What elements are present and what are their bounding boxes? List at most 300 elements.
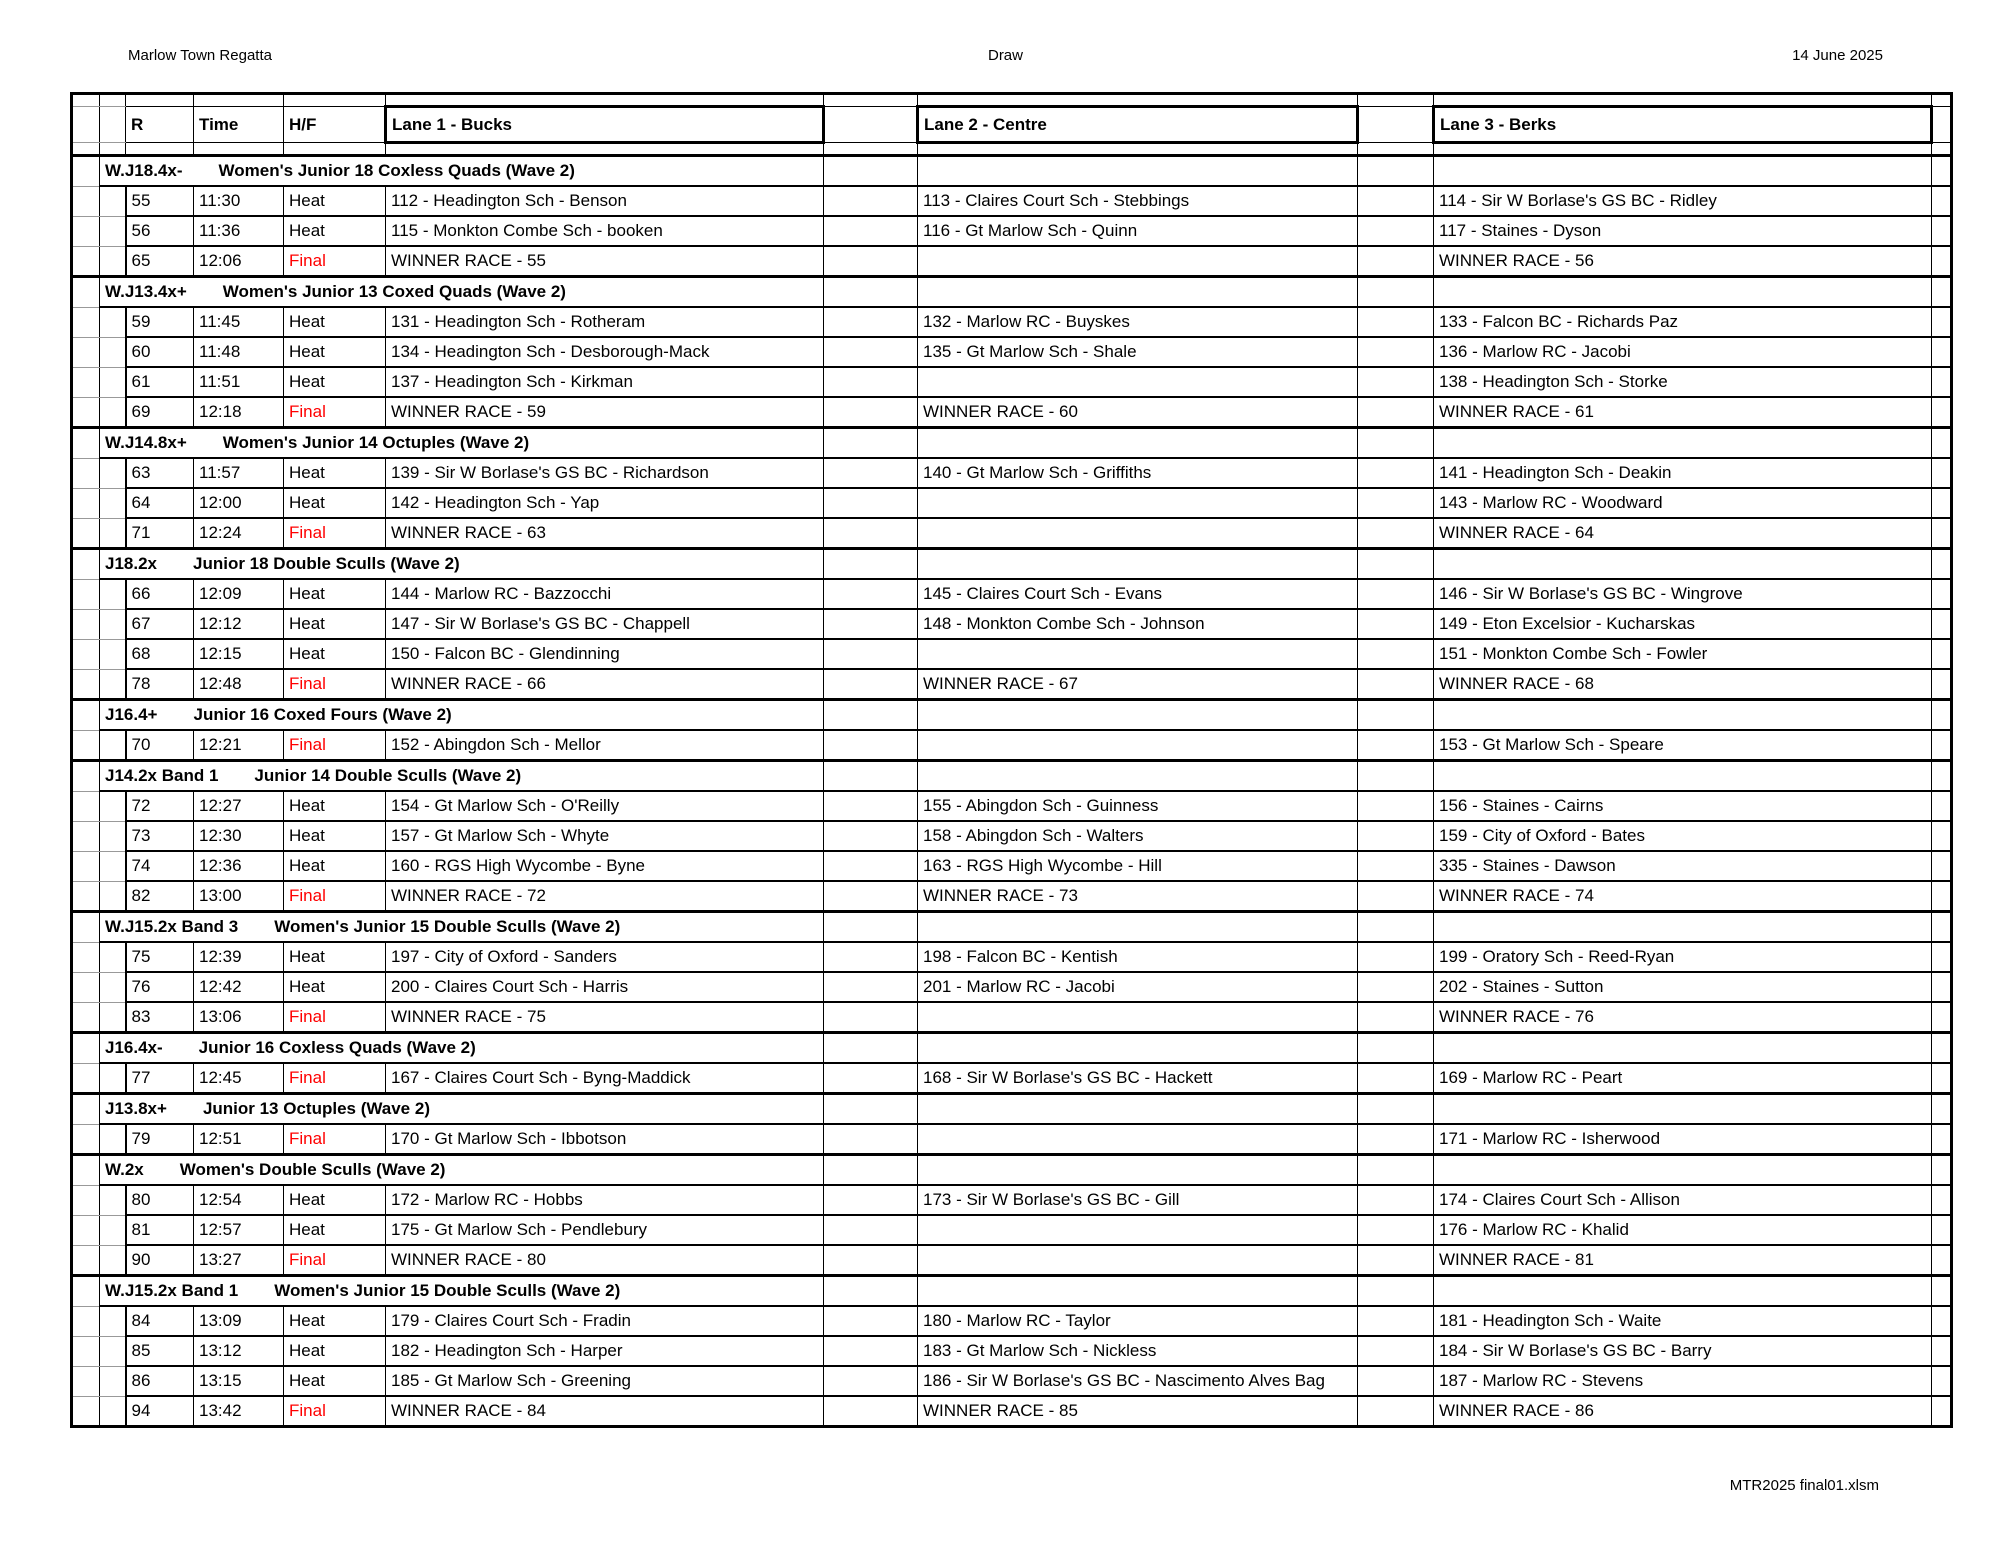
gutter-cell — [72, 1306, 100, 1336]
spacer-cell — [1358, 1276, 1434, 1307]
lane1-cell: WINNER RACE - 66 — [386, 669, 824, 700]
event-title: Women's Junior 15 Double Sculls (Wave 2) — [274, 917, 621, 936]
spacer-cell — [1358, 1366, 1434, 1396]
lane2-empty-cell — [918, 761, 1358, 792]
spacer-cell — [824, 730, 918, 761]
time-cell: 11:48 — [194, 337, 284, 367]
gutter-cell — [100, 397, 126, 428]
edge-cell — [1932, 700, 1952, 731]
lane3-cell: WINNER RACE - 64 — [1434, 518, 1932, 549]
heat-final-cell: Heat — [284, 1336, 386, 1366]
time-cell: 12:39 — [194, 942, 284, 972]
gutter-cell — [72, 156, 100, 187]
spacer-cell — [1358, 1306, 1434, 1336]
spacer-cell — [824, 1306, 918, 1336]
race-number-cell: 68 — [126, 639, 194, 669]
heat-final-cell: Heat — [284, 337, 386, 367]
spacer-cell — [1358, 143, 1434, 156]
spacer-cell — [824, 1215, 918, 1245]
lane1-cell: 152 - Abingdon Sch - Mellor — [386, 730, 824, 761]
section-title-cell — [100, 1033, 824, 1064]
lane2-empty-cell — [918, 428, 1358, 459]
lane2-header: Lane 2 - Centre — [918, 107, 1358, 143]
section-title-cell — [100, 1155, 824, 1186]
lane3-cell: 156 - Staines - Cairns — [1434, 791, 1932, 821]
time-cell: 12:48 — [194, 669, 284, 700]
race-number-cell: 65 — [126, 246, 194, 277]
gutter-cell — [72, 579, 100, 609]
lane3-empty-cell — [1434, 700, 1932, 731]
spacer-cell — [824, 1396, 918, 1427]
gutter-cell — [72, 488, 100, 518]
lane1-cell: 142 - Headington Sch - Yap — [386, 488, 824, 518]
lane2-empty-cell — [918, 700, 1358, 731]
race-number-cell: 69 — [126, 397, 194, 428]
spacer-row — [72, 94, 1952, 107]
gutter-cell — [72, 700, 100, 731]
time-cell: 12:21 — [194, 730, 284, 761]
time-cell: 13:06 — [194, 1002, 284, 1033]
event-title: Junior 13 Octuples (Wave 2) — [202, 1099, 430, 1118]
spacer-cell — [918, 143, 1358, 156]
time-cell: 12:27 — [194, 791, 284, 821]
edge-cell — [1932, 579, 1952, 609]
lane1-cell: 134 - Headington Sch - Desborough-Mack — [386, 337, 824, 367]
lane2-empty-cell — [918, 1276, 1358, 1307]
time-cell: 12:51 — [194, 1124, 284, 1155]
lane3-cell: 202 - Staines - Sutton — [1434, 972, 1932, 1002]
race-number-cell: 86 — [126, 1366, 194, 1396]
lane1-cell: 160 - RGS High Wycombe - Byne — [386, 851, 824, 881]
lane2-empty-cell — [918, 549, 1358, 580]
gutter-cell — [72, 639, 100, 669]
lane3-empty-cell — [1434, 156, 1932, 187]
gutter-cell — [100, 669, 126, 700]
edge-cell — [1932, 639, 1952, 669]
gutter-cell — [100, 367, 126, 397]
lane1-cell: 197 - City of Oxford - Sanders — [386, 942, 824, 972]
lane3-cell: WINNER RACE - 76 — [1434, 1002, 1932, 1033]
spacer-cell — [824, 458, 918, 488]
lane1-cell: 167 - Claires Court Sch - Byng-Maddick — [386, 1063, 824, 1094]
gutter-cell — [100, 1306, 126, 1336]
lane2-cell: 158 - Abingdon Sch - Walters — [918, 821, 1358, 851]
gutter-cell — [72, 1276, 100, 1307]
spacer-cell — [824, 428, 918, 459]
spacer-cell — [1358, 972, 1434, 1002]
lane2-cell: 173 - Sir W Borlase's GS BC - Gill — [918, 1185, 1358, 1215]
lane3-cell: 153 - Gt Marlow Sch - Speare — [1434, 730, 1932, 761]
spacer-cell — [824, 851, 918, 881]
heat-final-cell: Heat — [284, 821, 386, 851]
event-code: J16.4+ — [105, 705, 158, 724]
edge-cell — [1932, 246, 1952, 277]
time-cell: 12:42 — [194, 972, 284, 1002]
spacer-cell — [824, 579, 918, 609]
lane1-cell: WINNER RACE - 59 — [386, 397, 824, 428]
lane2-empty-cell — [918, 277, 1358, 308]
gutter-cell — [72, 851, 100, 881]
race-row — [72, 216, 1952, 246]
spacer-row — [72, 143, 1952, 156]
spacer-cell — [1358, 1396, 1434, 1427]
race-row — [72, 881, 1952, 912]
race-number-cell: 73 — [126, 821, 194, 851]
edge-cell — [1932, 1063, 1952, 1094]
gutter-cell — [100, 851, 126, 881]
edge-cell — [1932, 428, 1952, 459]
section-header-row — [72, 700, 1952, 731]
edge-cell — [1932, 1366, 1952, 1396]
spacer-cell — [824, 1002, 918, 1033]
race-number-cell: 76 — [126, 972, 194, 1002]
race-number-cell: 55 — [126, 186, 194, 216]
gutter-cell — [72, 791, 100, 821]
spacer-cell — [1434, 94, 1932, 107]
lane1-cell: 131 - Headington Sch - Rotheram — [386, 307, 824, 337]
edge-cell — [1932, 791, 1952, 821]
race-row — [72, 246, 1952, 277]
edge-cell — [1932, 307, 1952, 337]
spacer-cell — [1358, 1336, 1434, 1366]
race-number-cell: 64 — [126, 488, 194, 518]
race-row — [72, 1306, 1952, 1336]
heat-final-cell: Heat — [284, 1366, 386, 1396]
edge-cell — [1932, 942, 1952, 972]
event-title: Junior 18 Double Sculls (Wave 2) — [193, 554, 460, 573]
lane3-empty-cell — [1434, 1155, 1932, 1186]
edge-cell — [1932, 1033, 1952, 1064]
lane2-cell — [918, 488, 1358, 518]
section-header-row — [72, 277, 1952, 308]
gutter-cell — [100, 730, 126, 761]
event-code: W.2x — [105, 1160, 144, 1179]
gutter-cell — [100, 881, 126, 912]
spacer-cell — [824, 1094, 918, 1125]
spacer-cell — [1358, 428, 1434, 459]
section-title-cell — [100, 912, 824, 943]
lane3-cell: WINNER RACE - 86 — [1434, 1396, 1932, 1427]
spacer-cell — [918, 94, 1358, 107]
gutter-cell — [72, 1002, 100, 1033]
time-cell: 11:36 — [194, 216, 284, 246]
section-header-row — [72, 912, 1952, 943]
gutter-cell — [100, 216, 126, 246]
heat-final-cell: Heat — [284, 851, 386, 881]
gutter-cell — [72, 277, 100, 308]
spacer-cell — [1358, 1155, 1434, 1186]
heat-final-cell: Heat — [284, 1185, 386, 1215]
page-title-draw: Draw — [987, 47, 1023, 64]
gutter-cell — [100, 1215, 126, 1245]
lane3-cell: 174 - Claires Court Sch - Allison — [1434, 1185, 1932, 1215]
gutter-cell — [72, 518, 100, 549]
heat-final-cell: Heat — [284, 579, 386, 609]
gutter-cell — [100, 518, 126, 549]
section-header-row — [72, 428, 1952, 459]
time-cell: 12:30 — [194, 821, 284, 851]
gutter-cell — [100, 972, 126, 1002]
spacer-cell — [1358, 1094, 1434, 1125]
edge-cell — [1932, 609, 1952, 639]
edge-cell — [1932, 912, 1952, 943]
spacer-cell — [824, 397, 918, 428]
gutter-cell — [72, 107, 100, 143]
lane3-cell: 176 - Marlow RC - Khalid — [1434, 1215, 1932, 1245]
heat-final-cell: Heat — [284, 1306, 386, 1336]
spacer-cell — [824, 518, 918, 549]
race-row — [72, 821, 1952, 851]
spacer-cell — [1358, 549, 1434, 580]
heat-final-cell: Final — [284, 246, 386, 277]
heat-final-cell: Final — [284, 1002, 386, 1033]
gutter-cell — [72, 669, 100, 700]
spacer-cell — [1358, 518, 1434, 549]
time-cell: 12:24 — [194, 518, 284, 549]
lane1-header: Lane 1 - Bucks — [386, 107, 824, 143]
section-header-row — [72, 156, 1952, 187]
lane2-cell: 145 - Claires Court Sch - Evans — [918, 579, 1358, 609]
lane2-empty-cell — [918, 912, 1358, 943]
race-row — [72, 972, 1952, 1002]
heat-final-cell: Final — [284, 1063, 386, 1094]
gutter-cell — [72, 1396, 100, 1427]
race-row — [72, 609, 1952, 639]
section-header-row — [72, 1094, 1952, 1125]
lane3-empty-cell — [1434, 912, 1932, 943]
spacer-cell — [824, 791, 918, 821]
lane1-cell: 150 - Falcon BC - Glendinning — [386, 639, 824, 669]
heat-final-cell: Final — [284, 1124, 386, 1155]
race-number-cell: 74 — [126, 851, 194, 881]
race-row — [72, 669, 1952, 700]
edge-cell — [1932, 730, 1952, 761]
gutter-cell — [100, 107, 126, 143]
time-cell: 13:00 — [194, 881, 284, 912]
spacer-cell — [824, 821, 918, 851]
time-cell: 12:57 — [194, 1215, 284, 1245]
race-number-cell: 75 — [126, 942, 194, 972]
heat-final-cell: Heat — [284, 639, 386, 669]
spacer-cell — [284, 94, 386, 107]
race-row — [72, 397, 1952, 428]
spacer-cell — [1932, 143, 1952, 156]
lane3-empty-cell — [1434, 428, 1932, 459]
section-header-row — [72, 549, 1952, 580]
event-code: J16.4x- — [105, 1038, 163, 1057]
lane2-cell: WINNER RACE - 73 — [918, 881, 1358, 912]
event-title: Women's Junior 15 Double Sculls (Wave 2) — [274, 1281, 621, 1300]
spacer-cell — [824, 912, 918, 943]
lane2-cell: 183 - Gt Marlow Sch - Nickless — [918, 1336, 1358, 1366]
spacer-cell — [1358, 669, 1434, 700]
lane1-cell: 175 - Gt Marlow Sch - Pendlebury — [386, 1215, 824, 1245]
heat-final-cell: Heat — [284, 186, 386, 216]
spacer-cell — [1358, 488, 1434, 518]
edge-cell — [1932, 851, 1952, 881]
section-title-cell — [100, 700, 824, 731]
race-number-cell: 83 — [126, 1002, 194, 1033]
spacer-cell — [824, 367, 918, 397]
gutter-cell — [100, 1245, 126, 1276]
edge-cell — [1932, 367, 1952, 397]
lane3-cell: 117 - Staines - Dyson — [1434, 216, 1932, 246]
regatta-title: Marlow Town Regatta — [128, 47, 272, 64]
lane3-empty-cell — [1434, 761, 1932, 792]
lane3-cell: 114 - Sir W Borlase's GS BC - Ridley — [1434, 186, 1932, 216]
spacer-cell — [284, 143, 386, 156]
spacer-cell — [824, 1245, 918, 1276]
gutter-cell — [72, 730, 100, 761]
edge-cell — [1932, 107, 1952, 143]
race-number-cell: 56 — [126, 216, 194, 246]
race-row — [72, 1124, 1952, 1155]
race-row — [72, 1002, 1952, 1033]
gutter-cell — [72, 1245, 100, 1276]
event-title: Women's Junior 13 Coxed Quads (Wave 2) — [222, 282, 566, 301]
spacer-cell — [824, 1124, 918, 1155]
edge-cell — [1932, 1215, 1952, 1245]
heat-final-cell: Heat — [284, 1215, 386, 1245]
edge-cell — [1932, 761, 1952, 792]
gutter-cell — [100, 186, 126, 216]
event-code: W.J18.4x- — [105, 161, 183, 180]
spacer-cell — [1358, 1124, 1434, 1155]
lane1-cell: WINNER RACE - 84 — [386, 1396, 824, 1427]
edge-cell — [1932, 1185, 1952, 1215]
heat-final-cell: Heat — [284, 367, 386, 397]
draw-table — [70, 92, 1953, 1428]
spacer-cell — [824, 143, 918, 156]
spacer-cell — [72, 143, 100, 156]
gutter-cell — [100, 579, 126, 609]
heat-final-cell: Heat — [284, 791, 386, 821]
gutter-cell — [100, 639, 126, 669]
lane3-cell: 199 - Oratory Sch - Reed-Ryan — [1434, 942, 1932, 972]
lane1-cell: 172 - Marlow RC - Hobbs — [386, 1185, 824, 1215]
race-row — [72, 1215, 1952, 1245]
lane1-cell: 115 - Monkton Combe Sch - booken — [386, 216, 824, 246]
gutter-cell — [72, 761, 100, 792]
lane2-cell: 163 - RGS High Wycombe - Hill — [918, 851, 1358, 881]
lane3-empty-cell — [1434, 277, 1932, 308]
gutter-cell — [100, 1002, 126, 1033]
gutter-cell — [72, 1094, 100, 1125]
column-header-row — [72, 107, 1952, 143]
spacer-cell — [126, 143, 194, 156]
lane3-empty-cell — [1434, 1094, 1932, 1125]
gutter-cell — [72, 246, 100, 277]
lane3-cell: 136 - Marlow RC - Jacobi — [1434, 337, 1932, 367]
race-row — [72, 730, 1952, 761]
gutter-cell — [72, 912, 100, 943]
gutter-cell — [100, 1336, 126, 1366]
lane3-cell: WINNER RACE - 61 — [1434, 397, 1932, 428]
lane1-cell: 179 - Claires Court Sch - Fradin — [386, 1306, 824, 1336]
spacer-cell — [1358, 1245, 1434, 1276]
lane2-cell: WINNER RACE - 85 — [918, 1396, 1358, 1427]
heat-final-cell: Heat — [284, 972, 386, 1002]
lane3-cell: 181 - Headington Sch - Waite — [1434, 1306, 1932, 1336]
lane1-cell: WINNER RACE - 75 — [386, 1002, 824, 1033]
time-cell: 12:18 — [194, 397, 284, 428]
gutter-cell — [72, 1185, 100, 1215]
heat-final-cell: Heat — [284, 942, 386, 972]
lane2-cell — [918, 1215, 1358, 1245]
lane3-cell: 138 - Headington Sch - Storke — [1434, 367, 1932, 397]
race-number-cell: 90 — [126, 1245, 194, 1276]
event-title: Junior 16 Coxless Quads (Wave 2) — [198, 1038, 476, 1057]
section-title-cell — [100, 1094, 824, 1125]
heat-final-cell: Final — [284, 518, 386, 549]
race-row — [72, 1396, 1952, 1427]
spacer-cell — [824, 186, 918, 216]
lane2-empty-cell — [918, 1033, 1358, 1064]
gutter-cell — [72, 1215, 100, 1245]
race-row — [72, 579, 1952, 609]
lane2-cell: 155 - Abingdon Sch - Guinness — [918, 791, 1358, 821]
event-code: J13.8x+ — [105, 1099, 167, 1118]
spacer-cell — [1358, 821, 1434, 851]
lane2-cell: 132 - Marlow RC - Buyskes — [918, 307, 1358, 337]
spacer-cell — [100, 143, 126, 156]
lane3-cell: WINNER RACE - 68 — [1434, 669, 1932, 700]
race-number-cell: 79 — [126, 1124, 194, 1155]
gutter-cell — [72, 367, 100, 397]
lane2-cell: 168 - Sir W Borlase's GS BC - Hackett — [918, 1063, 1358, 1094]
lane1-cell: 154 - Gt Marlow Sch - O'Reilly — [386, 791, 824, 821]
race-row — [72, 1185, 1952, 1215]
race-row — [72, 851, 1952, 881]
event-title: Women's Junior 18 Coxless Quads (Wave 2) — [218, 161, 575, 180]
spacer-cell — [194, 143, 284, 156]
lane2-cell — [918, 246, 1358, 277]
section-title-cell — [100, 156, 824, 187]
race-number-cell: 71 — [126, 518, 194, 549]
spacer-cell — [1358, 791, 1434, 821]
spacer-cell — [824, 107, 918, 143]
spacer-cell — [1358, 216, 1434, 246]
lane3-cell: 151 - Monkton Combe Sch - Fowler — [1434, 639, 1932, 669]
edge-cell — [1932, 216, 1952, 246]
time-cell: 12:36 — [194, 851, 284, 881]
spacer-cell — [1358, 639, 1434, 669]
gutter-cell — [72, 1336, 100, 1366]
race-number-cell: 67 — [126, 609, 194, 639]
lane3-cell: 149 - Eton Excelsior - Kucharskas — [1434, 609, 1932, 639]
spacer-cell — [1358, 1002, 1434, 1033]
lane2-empty-cell — [918, 1094, 1358, 1125]
race-number-cell: 81 — [126, 1215, 194, 1245]
gutter-cell — [72, 307, 100, 337]
heat-final-cell: Heat — [284, 609, 386, 639]
spacer-cell — [824, 1033, 918, 1064]
gutter-cell — [100, 1366, 126, 1396]
section-header-row — [72, 761, 1952, 792]
heat-final-cell: Heat — [284, 488, 386, 518]
gutter-cell — [100, 609, 126, 639]
lane2-cell: 180 - Marlow RC - Taylor — [918, 1306, 1358, 1336]
spacer-cell — [824, 307, 918, 337]
lane1-cell: WINNER RACE - 72 — [386, 881, 824, 912]
lane1-cell: WINNER RACE - 55 — [386, 246, 824, 277]
lane3-cell: 143 - Marlow RC - Woodward — [1434, 488, 1932, 518]
edge-cell — [1932, 1396, 1952, 1427]
spacer-cell — [824, 1063, 918, 1094]
section-header-row — [72, 1033, 1952, 1064]
spacer-cell — [824, 1155, 918, 1186]
gutter-cell — [72, 397, 100, 428]
